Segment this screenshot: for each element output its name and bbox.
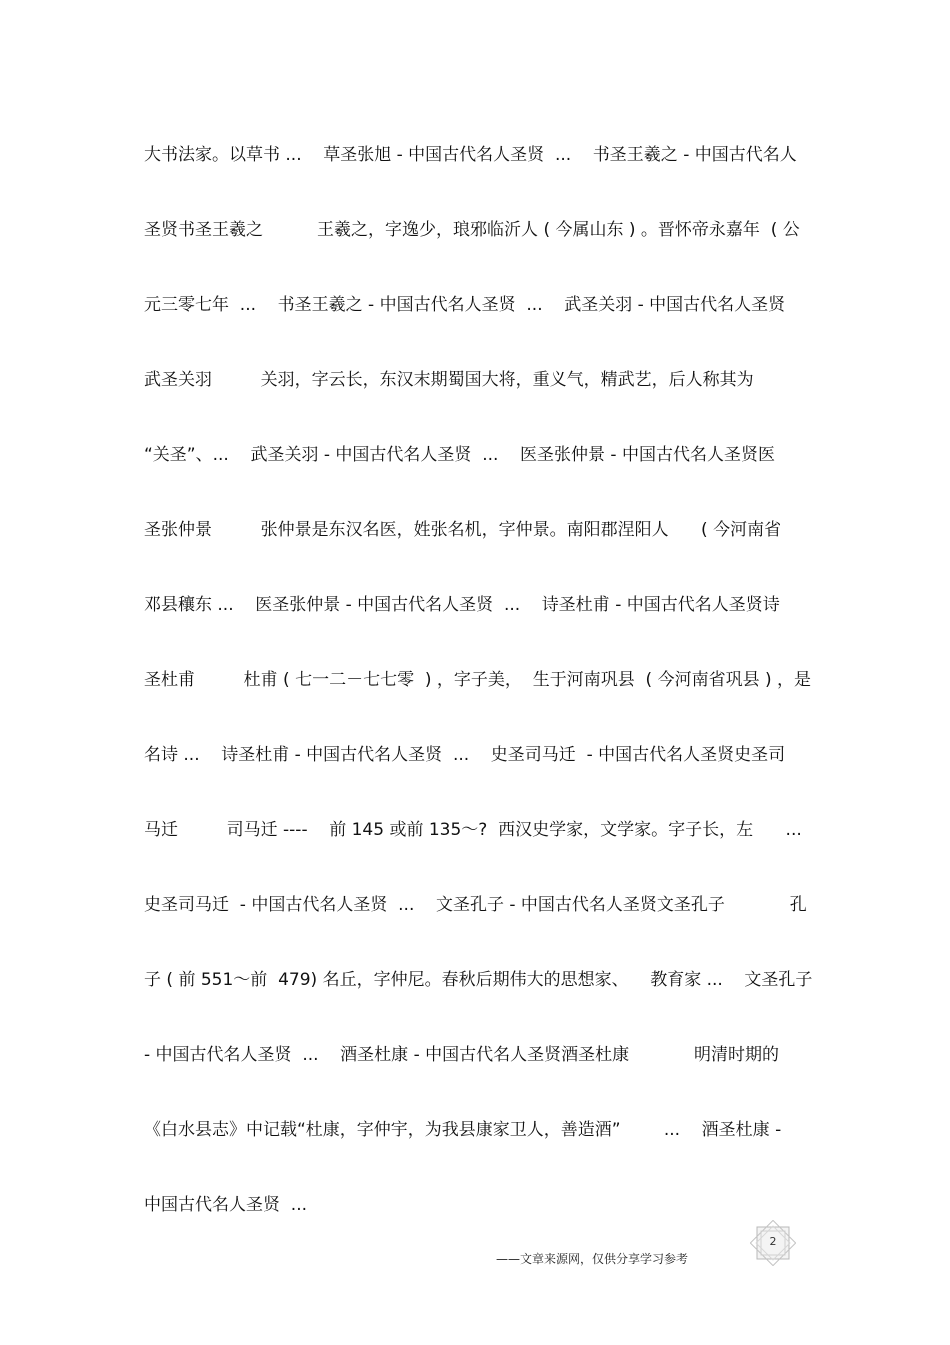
body-line: 马迁 司马迁 ---- 前 145 或前 135～? 西汉史学家，文学家。字子长，左 ... [144, 820, 802, 840]
body-line: 史圣司马迁 - 中国古代名人圣贤 ... 文圣孔子 - 中国古代名人圣贤文圣孔子 孔 [144, 895, 807, 915]
footer-source-note: ——文章来源网，仅供分享学习参考 [496, 1252, 689, 1266]
body-line: “关圣”、... 武圣关羽 - 中国古代名人圣贤 ... 医圣张仲景 - 中国古代名人圣贤医 [144, 445, 775, 465]
body-line: 名诗 ... 诗圣杜甫 - 中国古代名人圣贤 ... 史圣司马迁 - 中国古代名人圣贤史圣司 [144, 745, 786, 765]
body-line: 中国古代名人圣贤 ... [144, 1195, 308, 1215]
page-number-badge [750, 1220, 796, 1266]
body-line: 圣张仲景 张仲景是东汉名医，姓张名机，字仲景。南阳郡涅阳人 ( 今河南省 [144, 520, 782, 540]
body-line: 元三零七年 ... 书圣王羲之 - 中国古代名人圣贤 ... 武圣关羽 - 中国古代名人圣贤 [144, 295, 786, 315]
body-line: 大书法家。以草书 ... 草圣张旭 - 中国古代名人圣贤 ... 书圣王羲之 - 中国古代名人 [144, 145, 797, 165]
body-line: 《白水县志》中记载“杜康，字仲宇，为我县康家卫人，善造酒” ... 酒圣杜康 - [144, 1120, 782, 1140]
body-line: 子 ( 前 551～前 479) 名丘，字仲尼。春秋后期伟大的思想家、 教育家 ... 文圣孔子 [144, 970, 812, 990]
body-line: - 中国古代名人圣贤 ... 酒圣杜康 - 中国古代名人圣贤酒圣杜康 明清时期的 [144, 1045, 779, 1065]
body-line: 圣贤书圣王羲之 王羲之，字逸少，琅邪临沂人 ( 今属山东 ) 。晋怀帝永嘉年 ( 公 [144, 220, 800, 240]
page-number: 2 [769, 1235, 777, 1248]
body-line: 武圣关羽 关羽，字云长，东汉末期蜀国大将，重义气，精武艺，后人称其为 [144, 370, 754, 390]
body-line: 圣杜甫 杜甫 ( 七一二－七七零 ) ，字子美， 生于河南巩县 ( 今河南省巩县 ) ，是 [144, 670, 812, 690]
body-line: 邓县穰东 ... 医圣张仲景 - 中国古代名人圣贤 ... 诗圣杜甫 - 中国古代名人圣贤诗 [144, 595, 780, 615]
